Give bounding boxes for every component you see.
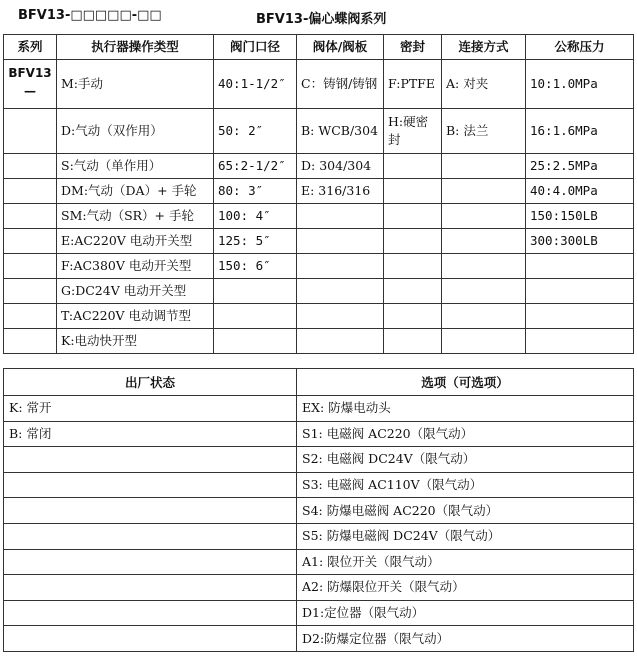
body-disc-cell-empty bbox=[297, 229, 384, 254]
table-row bbox=[4, 154, 634, 179]
series-cell-empty bbox=[4, 254, 57, 279]
pressure-cell: 300:300LB bbox=[526, 229, 634, 254]
factory-state-empty bbox=[4, 523, 297, 549]
actuator-cell: K:电动快开型 bbox=[57, 329, 214, 354]
option-item: EX: 防爆电动头 bbox=[297, 396, 634, 422]
size-cell: 40:1-1/2″ bbox=[214, 60, 297, 109]
pressure-cell: 40:4.0MPa bbox=[526, 179, 634, 204]
body-disc-cell-empty bbox=[297, 254, 384, 279]
series-cell-empty bbox=[4, 179, 57, 204]
connection-cell-empty bbox=[442, 229, 526, 254]
table-row bbox=[4, 279, 634, 304]
actuator-cell: E:AC220V 电动开关型 bbox=[57, 229, 214, 254]
selection-table bbox=[3, 34, 634, 354]
header-row bbox=[4, 35, 634, 60]
series-cell-empty bbox=[4, 304, 57, 329]
connection-cell-empty bbox=[442, 304, 526, 329]
options-table bbox=[3, 368, 634, 652]
body-disc-cell: B: WCB/304 bbox=[297, 109, 384, 154]
pressure-cell-empty bbox=[526, 329, 634, 354]
connection-cell-empty bbox=[442, 154, 526, 179]
option-item: S3: 电磁阀 AC110V（限气动） bbox=[297, 472, 634, 498]
pressure-cell: 150:150LB bbox=[526, 204, 634, 229]
option-item: A1: 限位开关（限气动） bbox=[297, 549, 634, 575]
connection-cell-empty bbox=[442, 329, 526, 354]
size-cell: 80: 3″ bbox=[214, 179, 297, 204]
pressure-cell-empty bbox=[526, 279, 634, 304]
seal-cell-empty bbox=[384, 179, 442, 204]
actuator-cell: S:气动（单作用） bbox=[57, 154, 214, 179]
size-cell: 125: 5″ bbox=[214, 229, 297, 254]
connection-cell-empty bbox=[442, 254, 526, 279]
factory-state-empty bbox=[4, 447, 297, 473]
actuator-cell: T:AC220V 电动调节型 bbox=[57, 304, 214, 329]
body-disc-cell-empty bbox=[297, 329, 384, 354]
body-disc-cell: E: 316/316 bbox=[297, 179, 384, 204]
header-seal: 密封 bbox=[384, 35, 442, 60]
factory-state-empty bbox=[4, 626, 297, 652]
size-cell-empty bbox=[214, 329, 297, 354]
seal-cell-empty bbox=[384, 204, 442, 229]
connection-cell: B: 法兰 bbox=[442, 109, 526, 154]
list-item bbox=[4, 421, 634, 447]
connection-cell: A: 对夹 bbox=[442, 60, 526, 109]
seal-cell: H:硬密封 bbox=[384, 109, 442, 154]
table-row bbox=[4, 254, 634, 279]
list-item bbox=[4, 575, 634, 601]
table-row bbox=[4, 60, 634, 109]
body-disc-cell: C：铸钢/铸钢 bbox=[297, 60, 384, 109]
table-row bbox=[4, 229, 634, 254]
actuator-cell: DM:气动（DA）+ 手轮 bbox=[57, 179, 214, 204]
pressure-cell: 16:1.6MPa bbox=[526, 109, 634, 154]
seal-cell-empty bbox=[384, 154, 442, 179]
table-row bbox=[4, 329, 634, 354]
table-row bbox=[4, 304, 634, 329]
seal-cell-empty bbox=[384, 229, 442, 254]
factory-state-empty bbox=[4, 549, 297, 575]
series-cell-empty bbox=[4, 229, 57, 254]
size-cell: 50: 2″ bbox=[214, 109, 297, 154]
actuator-cell: SM:气动（SR）+ 手轮 bbox=[57, 204, 214, 229]
series-cell-empty bbox=[4, 204, 57, 229]
option-item: S2: 电磁阀 DC24V（限气动） bbox=[297, 447, 634, 473]
size-cell: 65:2-1/2″ bbox=[214, 154, 297, 179]
factory-state-empty bbox=[4, 498, 297, 524]
body-disc-cell-empty bbox=[297, 279, 384, 304]
seal-cell-empty bbox=[384, 279, 442, 304]
table-row bbox=[4, 179, 634, 204]
option-item: S1: 电磁阀 AC220（限气动） bbox=[297, 421, 634, 447]
title-row bbox=[0, 0, 637, 34]
series-cell-empty bbox=[4, 154, 57, 179]
options-header-row bbox=[4, 369, 634, 396]
factory-state-item: B: 常闭 bbox=[4, 421, 297, 447]
pressure-cell-empty bbox=[526, 254, 634, 279]
actuator-cell: G:DC24V 电动开关型 bbox=[57, 279, 214, 304]
header-actuator: 执行器操作类型 bbox=[57, 35, 214, 60]
body-disc-cell: D: 304/304 bbox=[297, 154, 384, 179]
size-cell-empty bbox=[214, 279, 297, 304]
connection-cell-empty bbox=[442, 204, 526, 229]
pressure-cell-empty bbox=[526, 304, 634, 329]
body-disc-cell-empty bbox=[297, 304, 384, 329]
header-series: 系列 bbox=[4, 35, 57, 60]
table-row bbox=[4, 204, 634, 229]
factory-state-header: 出厂状态 bbox=[4, 369, 297, 396]
header-size: 阀门口径 bbox=[214, 35, 297, 60]
list-item bbox=[4, 523, 634, 549]
pressure-cell: 10:1.0MPa bbox=[526, 60, 634, 109]
list-item bbox=[4, 472, 634, 498]
size-cell: 150: 6″ bbox=[214, 254, 297, 279]
connection-cell-empty bbox=[442, 279, 526, 304]
seal-cell-empty bbox=[384, 254, 442, 279]
connection-cell-empty bbox=[442, 179, 526, 204]
seal-cell-empty bbox=[384, 304, 442, 329]
option-item: S5: 防爆电磁阀 DC24V（限气动） bbox=[297, 523, 634, 549]
header-body-disc: 阀体/阀板 bbox=[297, 35, 384, 60]
list-item bbox=[4, 600, 634, 626]
header-pressure: 公称压力 bbox=[526, 35, 634, 60]
series-cell-empty bbox=[4, 329, 57, 354]
actuator-cell: D:气动（双作用） bbox=[57, 109, 214, 154]
pressure-cell: 25:2.5MPa bbox=[526, 154, 634, 179]
options-header: 选项（可选项） bbox=[297, 369, 634, 396]
factory-state-empty bbox=[4, 600, 297, 626]
list-item bbox=[4, 626, 634, 652]
series-cell-empty bbox=[4, 279, 57, 304]
body-disc-cell-empty bbox=[297, 204, 384, 229]
series-name: BFV13-偏心蝶阀系列 bbox=[256, 12, 387, 27]
factory-state-empty bbox=[4, 575, 297, 601]
header-connection: 连接方式 bbox=[442, 35, 526, 60]
option-item: S4: 防爆电磁阀 AC220（限气动） bbox=[297, 498, 634, 524]
model-code: BFV13-□□□□□-□□ bbox=[18, 8, 162, 23]
table-row bbox=[4, 109, 634, 154]
list-item bbox=[4, 498, 634, 524]
list-item bbox=[4, 447, 634, 473]
factory-state-item: K: 常开 bbox=[4, 396, 297, 422]
option-item: A2: 防爆限位开关（限气动） bbox=[297, 575, 634, 601]
series-cell: BFV13 — bbox=[4, 60, 57, 109]
list-item bbox=[4, 396, 634, 422]
list-item bbox=[4, 549, 634, 575]
seal-cell: F:PTFE bbox=[384, 60, 442, 109]
actuator-cell: M:手动 bbox=[57, 60, 214, 109]
size-cell-empty bbox=[214, 304, 297, 329]
seal-cell-empty bbox=[384, 329, 442, 354]
factory-state-empty bbox=[4, 472, 297, 498]
actuator-cell: F:AC380V 电动开关型 bbox=[57, 254, 214, 279]
option-item: D2:防爆定位器（限气动） bbox=[297, 626, 634, 652]
size-cell: 100: 4″ bbox=[214, 204, 297, 229]
option-item: D1:定位器（限气动） bbox=[297, 600, 634, 626]
series-cell-empty bbox=[4, 109, 57, 154]
